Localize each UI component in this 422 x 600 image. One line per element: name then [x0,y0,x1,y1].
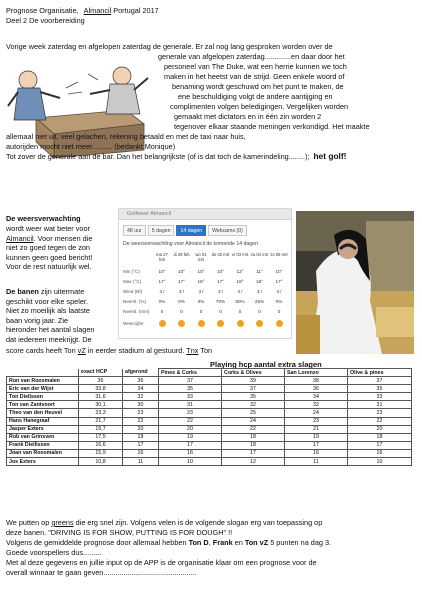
weather-row-label: Min (°C) [123,269,140,274]
weather-cell: 0 [277,309,281,314]
table-header-row: exact HCP afgerond Pines & Corks Corks & Olives San Lorenzo Olive & pines [7,369,412,377]
table-cell: 19,7 [79,425,123,433]
sun-icon [159,320,166,327]
table-cell: 31 [159,401,222,409]
weather-day-label: vr 03 mrt [231,252,249,257]
table-cell: 32 [285,401,348,409]
weather-day-label: ma 27 feb [156,252,168,262]
weather-day-label: di 28 feb [173,252,190,257]
table-cell: 24 [285,409,348,417]
weather-subhead: De weersverwachting voor Almancil de komende 14 dagen [123,241,258,247]
table-cell: 34 [123,385,159,393]
tab-webcams[interactable]: Webcams (0) [208,225,247,236]
weather-cell: 18° [236,279,244,284]
table-cell: 20 [348,425,412,433]
weather-cell: 0% [197,299,205,304]
table-cell: 33,8 [79,385,123,393]
weather-cell: 80% [235,299,245,304]
weather-cell: 3 / [217,289,224,294]
table-row [7,449,412,457]
weather-cell: 10° [217,269,224,274]
weather-cell: 0 [238,309,242,314]
table-cell: 19 [159,433,222,441]
weather-title-bar: Golfweer Almancil [119,209,291,220]
table-cell: 21 [285,425,348,433]
table-row [7,377,412,385]
table-cell: 32 [222,401,285,409]
table-cell: 32 [123,393,159,401]
table-cell: 23,3 [79,409,123,417]
weather-row-label: Wind (Bf) [123,289,143,294]
weather-cell: 18° [197,279,205,284]
table-cell: 23 [123,409,159,417]
player-name-cell: Frank Diellissen [7,441,79,449]
courses-paragraph: De banen zijn uitermate geschikt voor elke speler. Niet zo moeilijk als laatste baan vorig jaar. Zie hieronder het aantal slagen dat iedereen meekrijgt. De [6,287,95,344]
table-cell: 36 [79,377,123,385]
tab-5-dagen[interactable]: 5 dagen [148,225,175,236]
table-cell: 38 [285,377,348,385]
table-cell: 35 [222,393,285,401]
table-cell: 31 [348,401,412,409]
sun-icon [217,320,224,327]
weather-cell: 17° [217,279,224,284]
table-cell: 22 [222,425,285,433]
weather-cell: 0 [199,309,203,314]
table-cell: 34 [285,393,348,401]
table-cell: 35 [348,385,412,393]
table-cell: 24 [222,417,285,425]
table-cell: 17 [222,449,285,457]
weather-cell: 0 [258,309,261,314]
table-cell: 15,9 [79,449,123,457]
weather-day-label: za 04 mrt [250,252,269,257]
table-cell: 10 [348,458,412,466]
table-cell: 18 [123,433,159,441]
player-name-cell: Joan van Roosmalen [7,449,79,457]
golfer-photo [296,211,414,354]
table-cell: 16 [348,449,412,457]
player-name-cell: Jos Exters [7,458,79,466]
weather-cell: 0 [219,309,222,314]
header-line-1: Prognose Organisatie, Almancil Portugal 2017 [6,6,159,15]
weather-cell: 17° [178,279,185,284]
score-cards-line: score cards heeft Ton vZ in eerder stadium al gestuurd. Tnx Ton [6,346,213,355]
table-cell: 20 [123,425,159,433]
weather-cell: 17° [158,279,166,284]
sun-icon [256,320,263,327]
table-cell: 37 [348,377,412,385]
player-name-cell: Hans Hanegraaf [7,417,79,425]
table-cell: 23 [348,409,412,417]
player-name-cell: Ton Diellssen [7,393,79,401]
weather-cell: 18° [256,279,263,284]
table-title: Playing hcp aantal extra slagen [210,360,322,369]
table-cell: 39 [222,377,285,385]
table-cell: 18 [348,433,412,441]
player-name-cell: Rob van Grinsven [7,433,79,441]
weather-row-label: Neersl. (%) [123,299,146,304]
player-name-cell: Eric van der Wijst [7,385,79,393]
table-cell: 30,1 [79,401,123,409]
weather-data-row [123,298,289,307]
table-cell: 33 [348,393,412,401]
sun-icon [198,320,205,327]
weather-widget [118,208,292,339]
weather-day-label: zo 05 mrt [270,252,288,257]
table-cell: 37 [222,385,285,393]
sun-icon [237,320,244,327]
table-cell: 22 [123,417,159,425]
table-cell: 30 [123,401,159,409]
table-cell: 36 [285,385,348,393]
weather-row-label: Max (°C) [123,279,142,284]
table-cell: 23 [159,409,222,417]
weather-icon-row [123,320,289,329]
table-row [7,417,412,425]
sun-icon [178,320,185,327]
weather-tabs [123,225,247,236]
weather-cell: 0 [160,309,164,314]
player-name-cell: Theo van den Heuvel [7,409,79,417]
table-cell: 22 [159,417,222,425]
weather-cell: 3 / [178,289,185,294]
table-cell: 37 [159,377,222,385]
player-name-cell: Ron van Roosmalen [7,377,79,385]
table-row [7,458,412,466]
weather-cell: 10° [197,269,205,274]
weather-paragraph: wordt weer wat beter voor Almancil. Voor mensen die niet zo goed tegen de zon kunnen geen goed bericht! Voor de rest natuurlijk wel. [6,224,93,272]
table-row [7,409,412,417]
weather-cell: 4 / [237,289,243,294]
table-cell: 31,6 [79,393,123,401]
table-row [7,401,412,409]
weather-cell: 0% [178,299,185,304]
table-cell: 19 [285,433,348,441]
table-cell: 16 [123,449,159,457]
handicap-table [6,368,412,466]
weather-data-row [123,308,289,317]
weather-day-row [123,251,289,265]
player-name-cell: Ton van Zantvoort [7,401,79,409]
weather-day-label: do 02 mrt [211,252,230,257]
weather-cell: 12° [236,269,244,274]
table-cell: 17,5 [79,433,123,441]
almancil-link[interactable]: Almancil [83,6,112,15]
table-cell: 20 [159,425,222,433]
table-cell: 16 [285,449,348,457]
table-row [7,441,412,449]
weather-day-label: wo 01 mrt [195,252,207,262]
table-cell: 16,6 [79,441,123,449]
weather-cell: 3 / [159,289,165,294]
weather-cell: 0% [158,299,166,304]
header-line-2: Deel 2 De voorbereiding [6,16,85,25]
weather-cell: 70% [215,299,226,304]
weather-cell: 3 / [198,289,204,294]
table-cell: 17 [285,441,348,449]
table-cell: 10,8 [79,458,123,466]
tab-48-uur[interactable]: 48 uur [123,225,146,236]
table-cell: 10 [159,458,222,466]
table-row [7,385,412,393]
weather-cell: 0 [180,309,183,314]
table-cell: 18 [222,441,285,449]
table-cell: 17 [348,441,412,449]
table-cell: 17 [123,441,159,449]
weather-row-label: Neersl. (mm) [123,309,150,314]
courses-heading: De banen [6,287,39,296]
weather-data-row [123,278,289,287]
table-row [7,433,412,441]
table-cell: 22 [348,417,412,425]
table-cell: 21,7 [79,417,123,425]
weather-data-row [123,288,289,297]
intro-bold-end: het golf! [313,151,347,161]
almancil-link-2[interactable]: Almancil [6,233,34,243]
table-cell: 33 [159,393,222,401]
sun-icon [276,320,283,327]
table-cell: 11 [285,458,348,466]
table-cell: 16 [159,449,222,457]
weather-cell: 3 / [256,289,263,294]
table-cell: 17 [159,441,222,449]
table-cell: 12 [222,458,285,466]
table-cell: 11 [123,458,159,466]
player-name-cell: Jasper Exters [7,425,79,433]
weather-cell: 0% [275,299,283,304]
table-row [7,393,412,401]
weather-cell: 10° [158,269,166,274]
weather-data-row [123,268,289,277]
weather-cell: 10° [178,269,185,274]
weather-cell: 17° [275,279,283,284]
weather-icon-row-label: Weercijfer [123,321,144,326]
table-row [7,425,412,433]
table-cell: 18 [222,433,285,441]
table-cell: 36 [123,377,159,385]
table-cell: 23 [285,417,348,425]
table-cell: 25 [222,409,285,417]
weather-cell: 10° [275,269,283,274]
tab-14-dagen[interactable]: 14 dagen [176,225,206,236]
table-cell: 35 [159,385,222,393]
weather-cell: 4 / [276,289,282,294]
weather-heading: De weersverwachting [6,214,81,223]
weather-cell: 11° [256,269,263,274]
weather-cell: 25% [254,299,265,304]
